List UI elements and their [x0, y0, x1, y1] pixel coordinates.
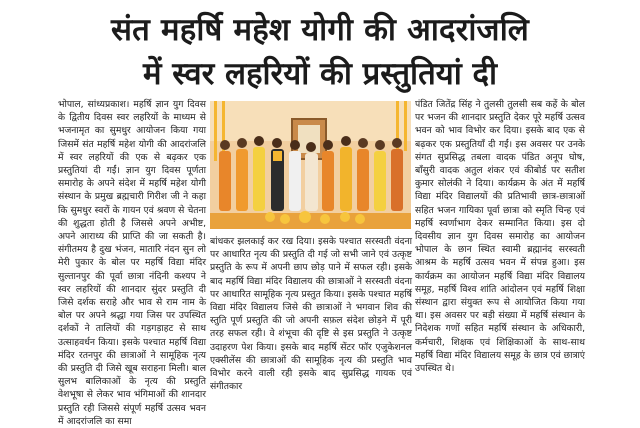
article-column-middle: [210, 235, 412, 420]
event-photo: [210, 101, 411, 229]
article-text-middle: बांधकर झलकाई कर रख दिया। इसके पश्चात सरस्वती वंदना पर आधारित नृत्य की प्रस्तुति दी गई जो सभी जाने एवं उत्कृष्ट प्रस्तुति के रूप में अपनी छाप छोड़ पाने में सफल रही। इसके बाद महर्षि विद्या मंदिर विद्यालय की छात्राओं ने सरस्वती वंदना पर आधारित सामूहिक नृत्य प्रस्तुत किया। इसके पश्चात महर्षि विद्या मंदिर विद्यालय जिसे की छात्राओं ने भगवान शिव की स्तुति पूर्ण प्रस्तुति की जो अपनी सफ़ल संदेश छोड़ने में पूरी तरह सफल रही। वे शंभूचा की दृष्टि से इस प्रस्तुति ने उत्कृष्ट उदाहरण पेश किया। इसके बाद महर्षि सेंटर फॉर एजुकेशनल एक्सीलेंस की छात्राओं की सामूहिक नृत्य की प्रस्तुति भाव विभोर करने वाली रही इसके बाद सुप्रसिद्ध गायक एवं संगीतकार: [210, 236, 412, 393]
article-column-left: [58, 98, 206, 427]
article-column-right: [415, 98, 585, 420]
article-text-right: पंडित जितेंद्र सिंह ने तुलसी तुलसी सब कहें के बोल पर भजन की शानदार प्रस्तुति देकर पूरे महर्षि उत्सव भवन को भाव विभोर कर दिया। इसके बाद एक से बढ़कर एक प्रस्तुतियाँ दी गईं। इस अवसर पर उनके संगत सुप्रसिद्ध तबला वादक पंडित अनूप घोष, बाँसुरी वादक अतुल शंकर एवं कीबोर्ड पर सतीश कुमार सोलंकी ने दिया। कार्यक्रम के अंत में महर्षि विद्या मंदिर विद्यालयों की प्रतिभावी छात्र-छात्राओं सहित भजन गायिका पूर्वा छात्रा को स्मृति चिन्ह एवं महर्षि स्वर्णाभाग देकर सम्मानित किया। इस दो दिवसीय ज्ञान युग दिवस समारोह का आयोजन भोपाल के छान स्थित स्वामी ब्रह्मानंद सरस्वती आश्रम के महर्षि उत्सव भवन में संपन्न हुआ। इस कार्यक्रम का आयोजन महर्षि विद्या मंदिर विद्यालय समूह, महर्षि विश्व शांति आंदोलन एवं महर्षि शिक्षा संस्थान द्वारा संयुक्त रूप से आयोजित किया गया था। इस अवसर पर बड़ी संख्या में महर्षि संस्थान के निदेशक गणों सहित महर्षि संस्थान के अधिकारी, कर्मचारी, शिक्षक एवं शिक्षिकाओं के साथ-साथ महर्षि विद्या मंदिर विद्यालय समूह के छात्र एवं छात्राएं उपस्थित थे।: [415, 99, 585, 375]
article-text-left: भोपाल, सांध्यप्रकाश। महर्षि ज्ञान युग दिवस के द्वितीय दिवस स्वर लहरियों के माध्यम से भजनामृत का सुमधुर आयोजन किया गया जिसमें संत महर्षि महेश योगी की आदरांजलि में स्वर लहरियों की एक से बढ़कर एक प्रस्तुतियां दी गईं। ज्ञान युग दिवस पूर्णता समारोह के अपने संदेश में महर्षि महेश योगी संस्थान के प्रमुख ब्रह्मचारी गिरीश जी ने कहा कि सुमधुर स्वरों के गायन एवं श्रवण से चेतना की शुद्धता होती है जिससे अपने अभीष्ट, अपने आराध्य की प्राप्ति की जा सकती है। संगीतमय है दुख भंजन, मातारि नंदन सुन लो मेरी पुकार के बोल पर महर्षि विद्या मंदिर सुल्तानपुर की पूर्वा छात्रा नंदिनी कश्यप ने स्वर लहरियों की शानदार सुंदर प्रस्तुति दी जिसे दर्शक सराहे और भाव से राम नाम के बोल पर अपने श्रद्धा गया जिस पर उपस्थित दर्शकों ने तालियों की गड़गड़ाहट से साथ उत्साहवर्धन किया। इसके पश्चात महर्षि विद्या मंदिर रतनपुर की छात्राओं ने सामूहिक नृत्य की प्रस्तुति दी जिसे खूब सराहना मिली। बाल सुलभ बालिकाओं के नृत्य की प्रस्तुति वेशभूषा से लेकर भाव भंगिमाओं की शानदार प्रस्तुति रही जिससे संपूर्ण महर्षि उत्सव भवन में आदरांजलि का समा: [58, 99, 206, 427]
stage-group-photo-image: [210, 101, 411, 229]
headline-line-1: संत महर्षि महेश योगी की आदरांजलि: [110, 12, 530, 48]
headline-line-2: में स्वर लहरियों की प्रस्तुतियां दी: [142, 56, 498, 92]
